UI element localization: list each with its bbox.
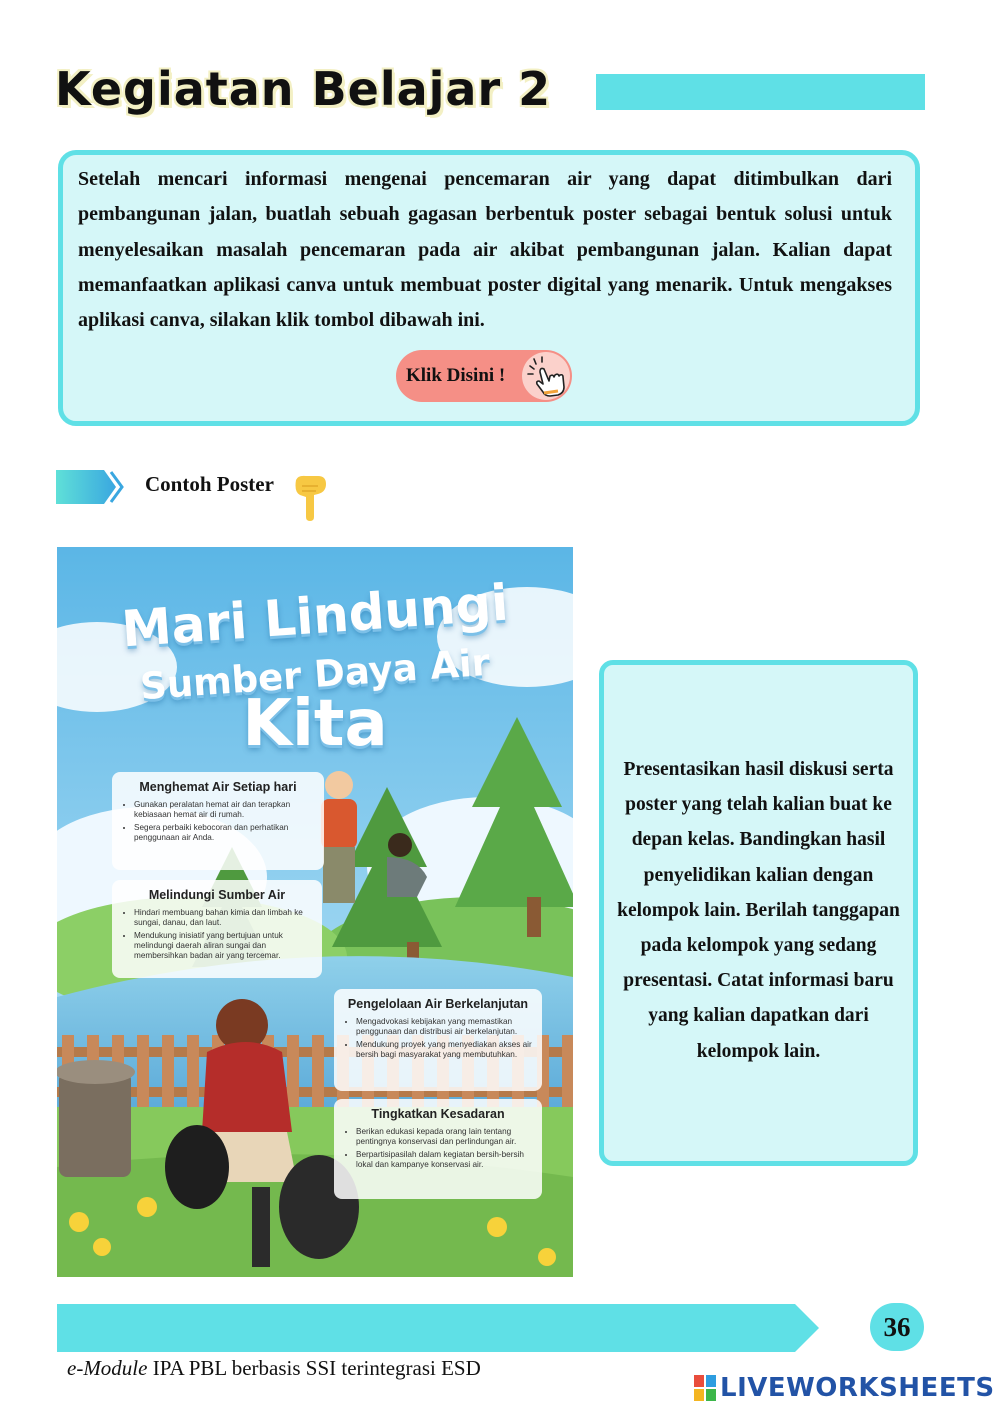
instruction-text: Setelah mencari informasi mengenai pencemaran air yang dapat ditimbulkan dari pembangunan jalan, buatlah sebuah gagasan berbentuk poster sebagai bentuk solusi untuk menyelesaikan masalah pencemaran pada air akibat pembangunan jalan. Kalian dapat memanfaatkan aplikasi canva untuk membuat poster digital yang menarik. Untuk mengakses aplikasi canva, silakan klik tombol dibawah ini. [78,168,892,332]
klik-disini-label: Klik Disini ! [406,365,506,386]
poster-card-item: • Berpartisipasilah dalam kegiatan bersih-bersih lokal dan kampanye konservasi air. [356,1150,532,1170]
poster-card-item: • Mengadvokasi kebijakan yang memastikan penggunaan dan distribusi air berkelanjutan. [356,1017,532,1037]
klik-disini-button[interactable] [396,350,572,402]
module-caption-rest: IPA PBL berbasis SSI terintegrasi ESD [147,1356,481,1380]
poster-card-heading: Melindungi Sumber Air [148,888,286,902]
poster-card [334,1099,542,1199]
poster-card-item: • Mendukung inisiatif yang bertujuan untuk melindungi daerah aliran sungai dan membersihkan badan air yang tercemar. [134,931,312,961]
footer-ribbon [57,1304,820,1352]
poster-card-item: • Gunakan peralatan hemat air dan terapkan kebiasaan hemat air di rumah. [134,800,314,820]
arrow-tag-icon [56,468,126,506]
presentation-text: Presentasikan hasil diskusi serta poster yang telah kalian buat ke depan kelas. Bandingkan hasil penyelidikan kalian dengan kelompok lain. Berilah tanggapan pada kelompok yang sedang presentasi. Catat informasi baru yang kalian dapatkan dari kelompok lain. [617,759,900,1062]
poster-card [112,772,324,870]
liveworksheets-logo-icon [694,1375,716,1401]
example-poster [57,547,573,1277]
liveworksheets-label: LIVEWORKSHEETS [720,1373,995,1403]
poster-card-item: • Segera perbaiki kebocoran dan perhatikan penggunaan air Anda. [134,823,314,843]
pointer-hand-icon [522,352,570,400]
poster-card-heading: Pengelolaan Air Berkelanjutan [347,997,529,1011]
poster-card-heading: Tingkatkan Kesadaran [371,1107,505,1121]
liveworksheets-brand[interactable] [694,1373,995,1403]
poster-card-item: • Mendukung proyek yang menyediakan akses air bersih bagi masyarakat yang membutuhkan. [356,1040,532,1060]
page-number: 36 [870,1303,924,1351]
poster-card-item: • Berikan edukasi kepada orang lain tentang pentingnya konservasi dan perlindungan air. [356,1127,532,1147]
title-accent-bar [596,74,925,110]
poster-title-line1: Mari Lindungi [119,573,511,659]
poster-card-heading: Menghemat Air Setiap hari [139,780,297,794]
contoh-poster-label: Contoh Poster [145,472,274,496]
poster-title-line3: Kita [242,687,388,761]
module-caption [67,1356,481,1381]
poster-card [112,880,322,978]
poster-card-item: • Hindari membuang bahan kimia dan limbah ke sungai, danau, dan laut. [134,908,312,928]
module-caption-italic: e-Module [67,1356,148,1380]
poster-title-line2: Sumber Daya Air [138,640,492,709]
page-title: Kegiatan Belajar 2 [55,62,552,116]
pointing-down-hand-icon [292,474,330,522]
poster-card [334,989,542,1091]
